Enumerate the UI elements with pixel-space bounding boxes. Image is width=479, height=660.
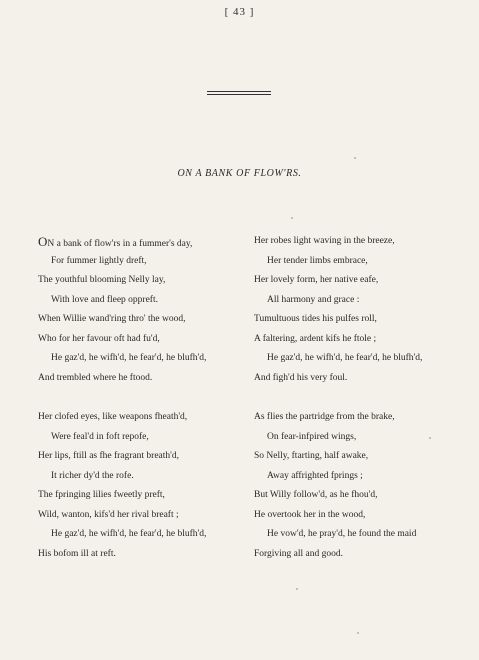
poem-line: He overtook her in the wood, xyxy=(254,509,366,520)
drop-cap: O xyxy=(38,234,48,249)
poem-line: For fummer lightly dreft, xyxy=(51,255,147,266)
poem-line: Who for her favour oft had fu'd, xyxy=(38,333,160,344)
title-rule-top xyxy=(207,91,271,92)
left-stanza-2 xyxy=(38,408,253,564)
poem-title: ON A BANK OF FLOW'RS. xyxy=(177,168,302,179)
title-rule-bottom xyxy=(207,94,271,95)
poem-line: Were feal'd in foft repofe, xyxy=(51,431,149,442)
poem-line: Her lovely form, her native eafe, xyxy=(254,275,379,285)
paper-speck xyxy=(296,588,298,590)
poem-line: He gaz'd, he wifh'd, he fear'd, he blufh'd, xyxy=(51,353,207,363)
poem-line: So Nelly, ftarting, half awake, xyxy=(254,451,369,461)
paper-speck xyxy=(291,217,293,219)
poem-line: Her tender limbs embrace, xyxy=(267,255,368,266)
right-stanza-1 xyxy=(254,232,469,388)
poem-line: Forgiving all and good. xyxy=(254,548,344,559)
poem-line: Her lips, ftill as fhe fragrant breath'd, xyxy=(38,451,179,461)
poem-line-text: N a bank of flow'rs in a fummer's day, xyxy=(47,239,193,249)
poem-line: A faltering, ardent kifs he ftole ; xyxy=(254,333,377,344)
left-stanza-1 xyxy=(38,232,253,388)
poem-line: With love and fleep oppreft. xyxy=(51,294,158,305)
poem-line: The youthful blooming Nelly lay, xyxy=(38,275,166,285)
paper-speck xyxy=(354,157,356,159)
poem-line: The fpringing lilies fweetly preft, xyxy=(38,490,165,500)
poem-line: Away affrighted fprings ; xyxy=(267,470,363,481)
poem-line: Her clofed eyes, like weapons fheath'd, xyxy=(38,412,188,422)
poem-line: His bofom ill at reft. xyxy=(38,548,116,559)
poem-line: He vow'd, he pray'd, he found the maid xyxy=(267,529,417,539)
paper-speck xyxy=(357,632,359,634)
poem-line: When Willie wand'ring thro' the wood, xyxy=(38,314,186,324)
poem-line: All harmony and grace : xyxy=(267,294,360,305)
poem-line: As flies the partridge from the brake, xyxy=(254,412,395,422)
poem-line: And trembled where he ftood. xyxy=(38,372,153,383)
poem-line: He gaz'd, he wifh'd, he fear'd, he blufh'd, xyxy=(51,529,207,539)
poem-line: Tumultuous tides his pulfes roll, xyxy=(254,314,377,324)
paper-speck xyxy=(429,437,431,439)
poem-line: But Willy follow'd, as he fhou'd, xyxy=(254,490,378,500)
poem-line: On fear-infpired wings, xyxy=(267,431,357,442)
poem-line: It richer dy'd the rofe. xyxy=(51,470,134,481)
poem-line: He gaz'd, he wifh'd, he fear'd, he blufh'd, xyxy=(267,353,423,363)
poem-line: And figh'd his very foul. xyxy=(254,372,348,383)
right-stanza-2 xyxy=(254,408,469,564)
poem-line: Wild, wanton, kifs'd her rival breaft ; xyxy=(38,509,179,520)
poem-line-opening xyxy=(38,232,253,252)
poem-line: Her robes light waving in the breeze, xyxy=(254,236,395,246)
page-number: [ 43 ] xyxy=(224,6,255,18)
